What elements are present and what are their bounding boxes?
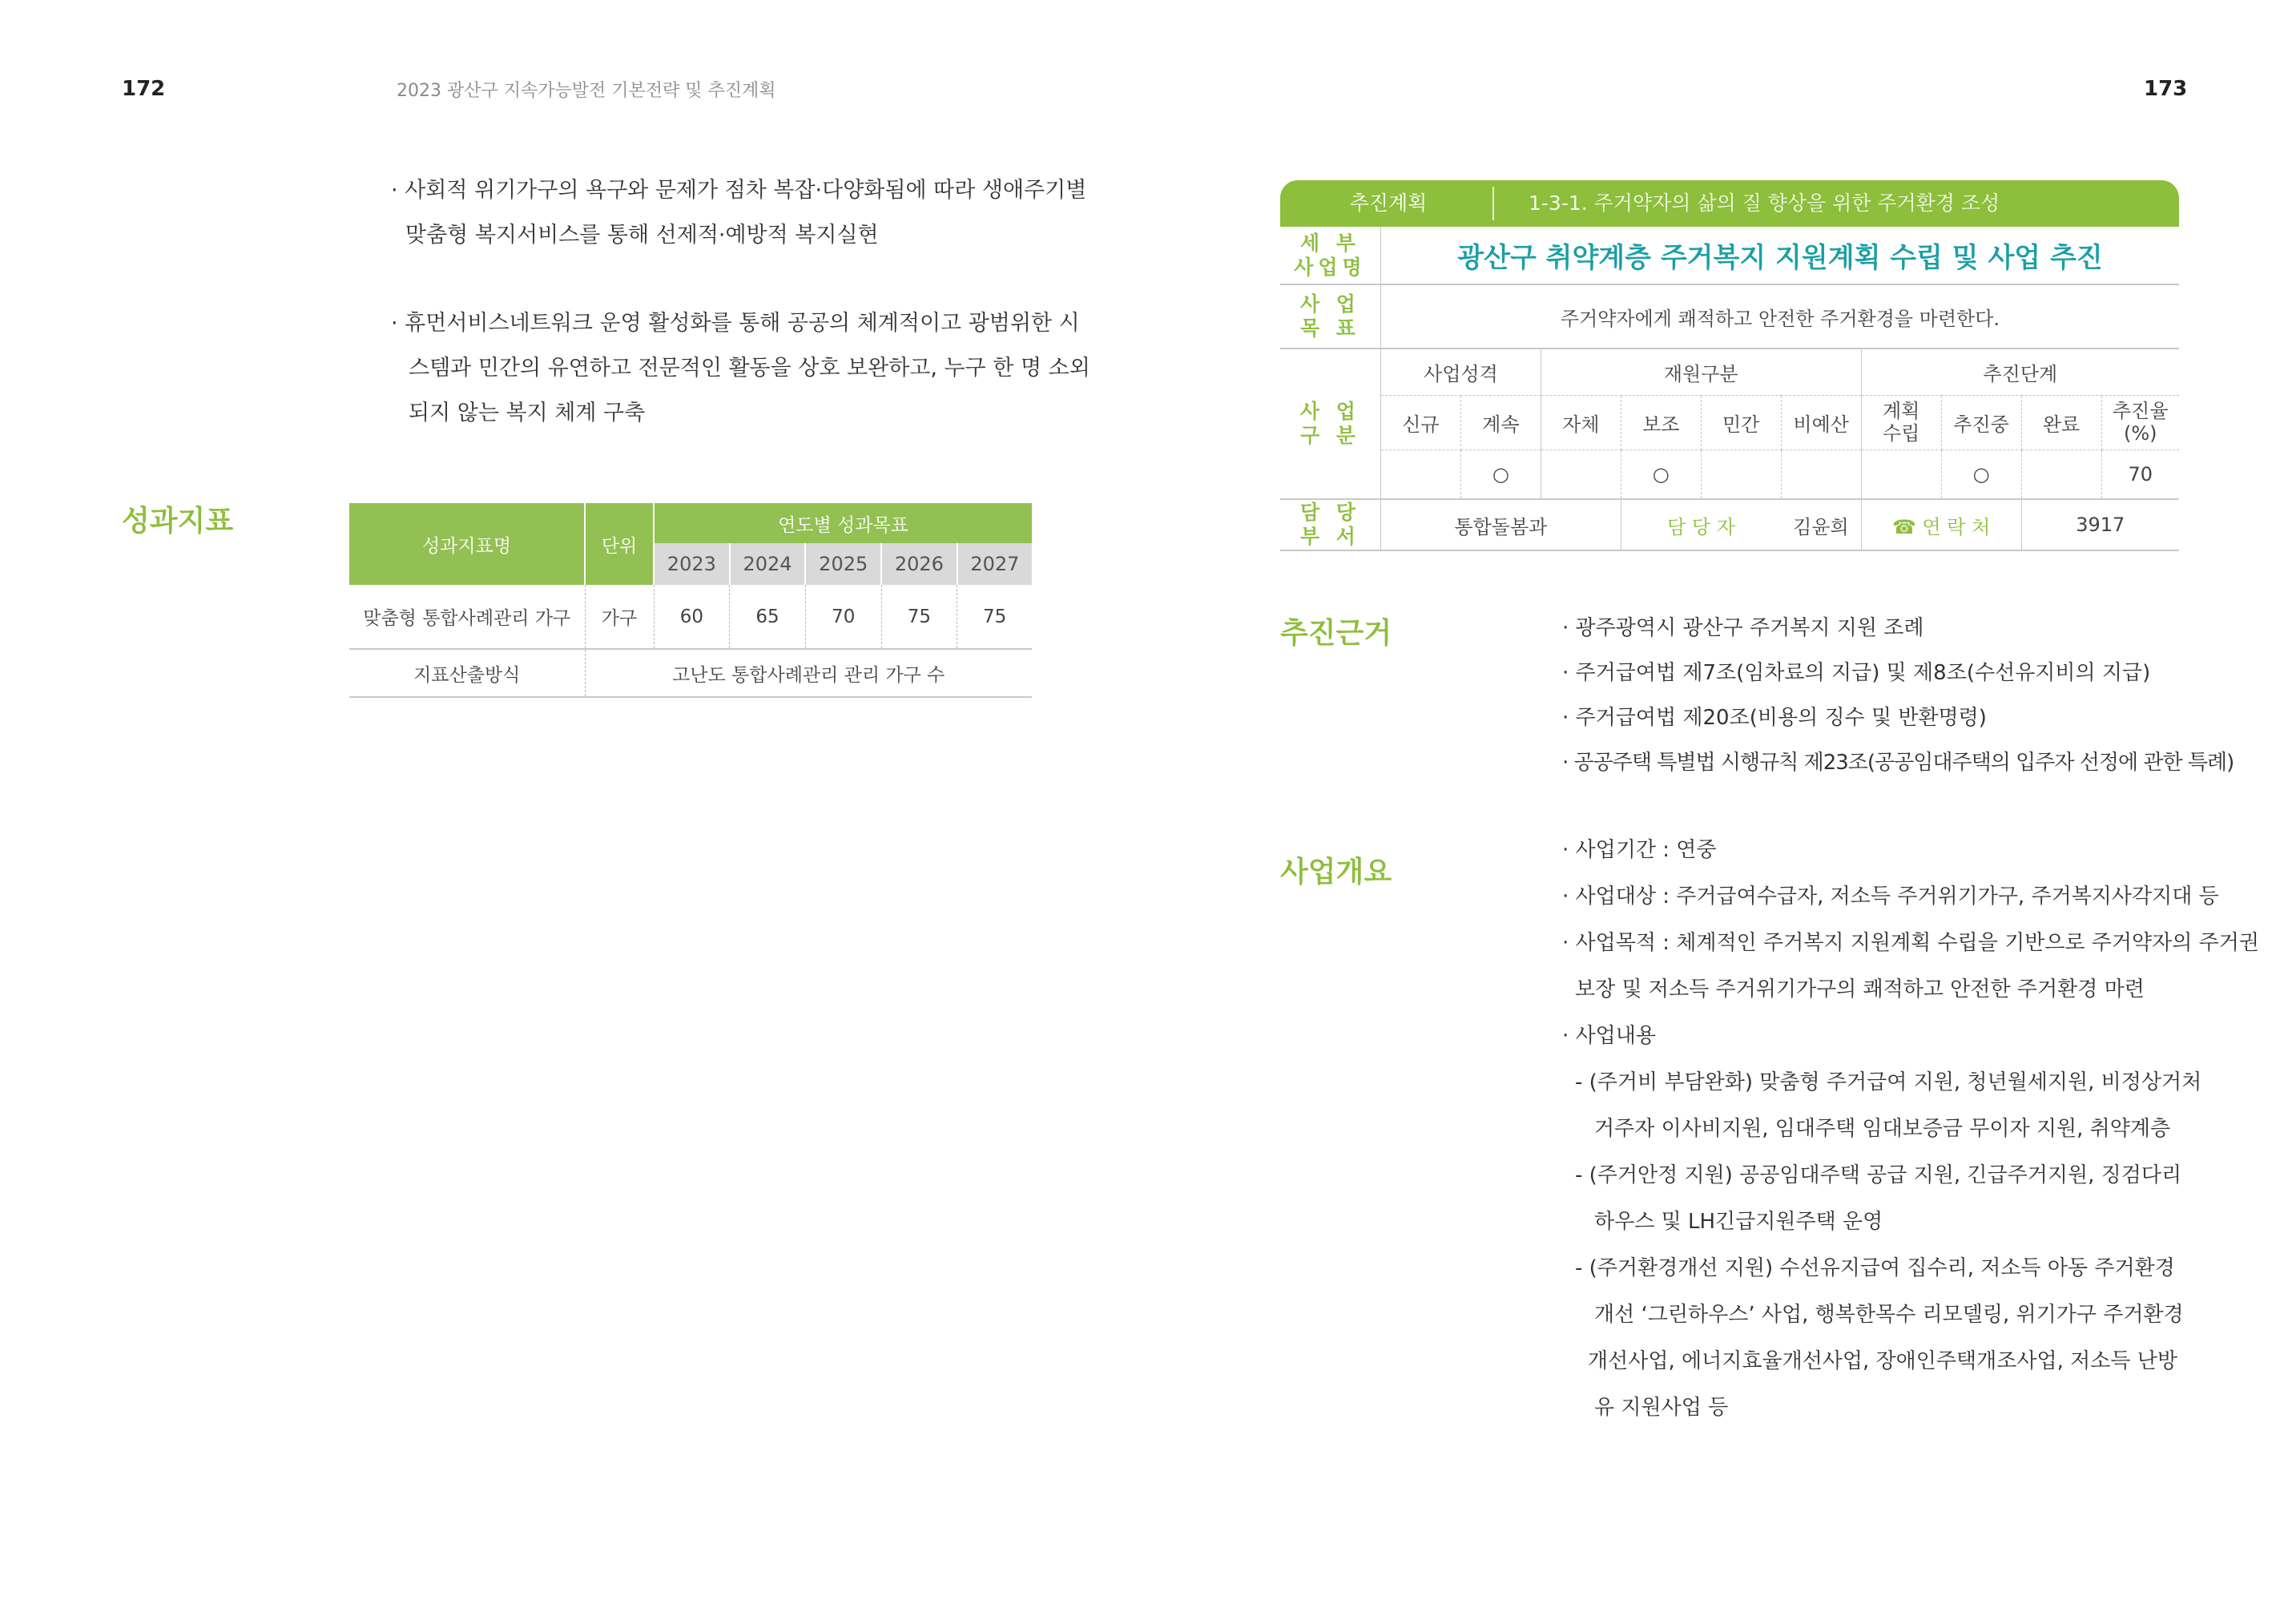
mark-cell <box>1781 449 1861 499</box>
label-line: 사업명 <box>1294 255 1367 279</box>
plan-table <box>1280 227 2179 551</box>
kpi-row-unit: 가구 <box>585 585 654 649</box>
label-goal <box>1280 284 1380 349</box>
group-stage: 추진단계 <box>1861 349 2179 395</box>
basis-item: · 주거급여법 제7조(임차료의 지급) 및 제8조(수선유지비의 지급) <box>1562 661 2151 685</box>
basis-item: · 주거급여법 제20조(비용의 징수 및 반환명령) <box>1562 706 1987 730</box>
page-number-left: 172 <box>122 77 166 101</box>
kpi-table <box>349 503 1032 698</box>
col-line: 추진율 <box>2112 400 2169 422</box>
col-line: 계획 <box>1882 400 1920 422</box>
kpi-value: 70 <box>805 585 881 649</box>
col-in-progress: 추진중 <box>1941 395 2021 449</box>
kpi-value: 75 <box>957 585 1032 649</box>
overview-line: · 사업대상 : 주거급여수급자, 저소득 주거위기가구, 주거복지사각지대 등 <box>1562 885 2219 909</box>
overview-line: 유 지원사업 등 <box>1594 1396 1729 1420</box>
basis-item: · 광주광역시 광산구 주거복지 지원 조례 <box>1562 616 1924 640</box>
label-classification <box>1280 349 1380 499</box>
mark-cell <box>1861 449 1941 499</box>
bullet-line: · 휴먼서비스네트워크 운영 활성화를 통해 공공의 체계적이고 광범위한 시 <box>391 311 1080 336</box>
plan-title: 1-3-1. 주거약자의 삶의 질 향상을 위한 주거환경 조성 <box>1529 191 2000 215</box>
manager-name: 김윤희 <box>1781 499 1861 550</box>
kpi-year: 2027 <box>957 543 1032 585</box>
project-goal: 주거약자에게 쾌적하고 안전한 주거환경을 마련한다. <box>1380 284 2179 349</box>
basis-item: · 공공주택 특별법 시행규칙 제23조(공공임대주택의 입주자 선정에 관한 특례) <box>1562 751 2234 775</box>
col-progress-rate <box>2101 395 2179 449</box>
col-continue: 계속 <box>1460 395 1541 449</box>
kpi-year: 2025 <box>805 543 881 585</box>
col-private: 민간 <box>1701 395 1781 449</box>
kpi-method-label: 지표산출방식 <box>349 649 585 697</box>
col-planning <box>1861 395 1941 449</box>
label-sub-project <box>1280 227 1380 284</box>
kpi-year: 2023 <box>654 543 730 585</box>
kpi-method-value: 고난도 통합사례관리 관리 가구 수 <box>585 649 1032 697</box>
bullet-line: 되지 않는 복지 체계 구축 <box>409 401 646 425</box>
section-title-basis: 추진근거 <box>1280 617 1392 650</box>
kpi-col-unit: 단위 <box>585 503 654 585</box>
mark-cell: ○ <box>1941 449 2021 499</box>
mark-cell <box>1380 449 1460 499</box>
group-nature: 사업성격 <box>1380 349 1541 395</box>
overview-line: - (주거환경개선 지원) 수선유지급여 집수리, 저소득 아동 주거환경 <box>1575 1256 2175 1280</box>
manager-label: 담 당 자 <box>1621 499 1781 550</box>
mark-cell: ○ <box>1460 449 1541 499</box>
label-department <box>1280 499 1380 550</box>
mark-cell <box>2021 449 2101 499</box>
kpi-year: 2024 <box>730 543 806 585</box>
col-complete: 완료 <box>2021 395 2101 449</box>
col-own: 자체 <box>1541 395 1621 449</box>
col-line: (%) <box>2123 422 2157 445</box>
bullet-line: · 사회적 위기가구의 욕구와 문제가 점차 복잡·다양화됨에 따라 생애주기별 <box>391 178 1087 203</box>
group-funding: 재원구분 <box>1541 349 1861 395</box>
bullet-line: 스템과 민간의 유연하고 전문적인 활동을 상호 보완하고, 누구 한 명 소외 <box>409 356 1090 381</box>
label-line: 사 업 <box>1299 292 1360 316</box>
kpi-col-name: 성과지표명 <box>349 503 585 585</box>
col-line: 수립 <box>1882 422 1920 445</box>
overview-line: - (주거비 부담완화) 맞춤형 주거급여 지원, 청년월세지원, 비정상거처 <box>1575 1070 2202 1094</box>
running-head: 2023 광산구 지속가능발전 기본전략 및 추진계획 <box>397 81 776 101</box>
overview-line: · 사업목적 : 체계적인 주거복지 지원계획 수립을 기반으로 주거약자의 주거권 <box>1562 931 2260 955</box>
overview-line: - (주거안정 지원) 공공임대주택 공급 지원, 긴급주거지원, 징검다리 <box>1575 1163 2182 1187</box>
bullet-lifecycle <box>391 168 1086 258</box>
kpi-year: 2026 <box>881 543 957 585</box>
overview-line: 거주자 이사비지원, 임대주택 임대보증금 무이자 지원, 취약계층 <box>1594 1117 2171 1141</box>
overview-list <box>1562 827 2259 1431</box>
label-line: 사 업 <box>1299 400 1360 423</box>
bullet-network <box>391 301 1090 436</box>
overview-line: 하우스 및 LH긴급지원주택 운영 <box>1594 1210 1883 1234</box>
section-title-kpi: 성과지표 <box>122 505 234 538</box>
mark-cell <box>1701 449 1781 499</box>
overview-line: 보장 및 저소득 주거위기가구의 쾌적하고 안전한 주거환경 마련 <box>1575 977 2145 1001</box>
contact-number: 3917 <box>2021 499 2179 550</box>
progress-rate-value: 70 <box>2101 449 2179 499</box>
label-line: 목 표 <box>1299 316 1360 340</box>
label-line: 부 서 <box>1299 525 1360 548</box>
overview-line: · 사업기간 : 연중 <box>1562 838 1717 862</box>
col-non-budget: 비예산 <box>1781 395 1861 449</box>
sub-project-name: 광산구 취약계층 주거복지 지원계획 수립 및 사업 추진 <box>1380 227 2179 284</box>
page-number-right: 173 <box>2144 77 2188 101</box>
contact-label: ☎ 연 락 처 <box>1861 499 2021 550</box>
kpi-row-name: 맞춤형 통합사례관리 가구 <box>349 585 585 649</box>
overview-line: 개선사업, 에너지효율개선사업, 장애인주택개조사업, 저소득 난방 <box>1588 1349 2177 1373</box>
kpi-value: 60 <box>654 585 730 649</box>
mark-cell <box>1541 449 1621 499</box>
plan-bar-divider <box>1492 187 1494 220</box>
plan-header-bar <box>1280 180 2179 227</box>
plan-tag: 추진계획 <box>1349 191 1428 215</box>
mark-cell: ○ <box>1621 449 1701 499</box>
label-line: 구 분 <box>1299 424 1360 447</box>
kpi-col-targets: 연도별 성과목표 <box>654 503 1032 543</box>
col-new: 신규 <box>1380 395 1460 449</box>
department-name: 통합돌봄과 <box>1380 499 1621 550</box>
bullet-line: 맞춤형 복지서비스를 통해 선제적·예방적 복지실현 <box>405 223 879 248</box>
overview-line: · 사업내용 <box>1562 1024 1656 1048</box>
label-line: 세 부 <box>1299 231 1360 255</box>
kpi-value: 65 <box>730 585 806 649</box>
basis-list <box>1562 606 2234 785</box>
section-title-overview: 사업개요 <box>1280 856 1392 889</box>
overview-line: 개선 ‘그린하우스’ 사업, 행복한목수 리모델링, 위기가구 주거환경 <box>1594 1303 2184 1327</box>
label-line: 담 당 <box>1299 501 1360 524</box>
col-subsidy: 보조 <box>1621 395 1701 449</box>
kpi-value: 75 <box>881 585 957 649</box>
